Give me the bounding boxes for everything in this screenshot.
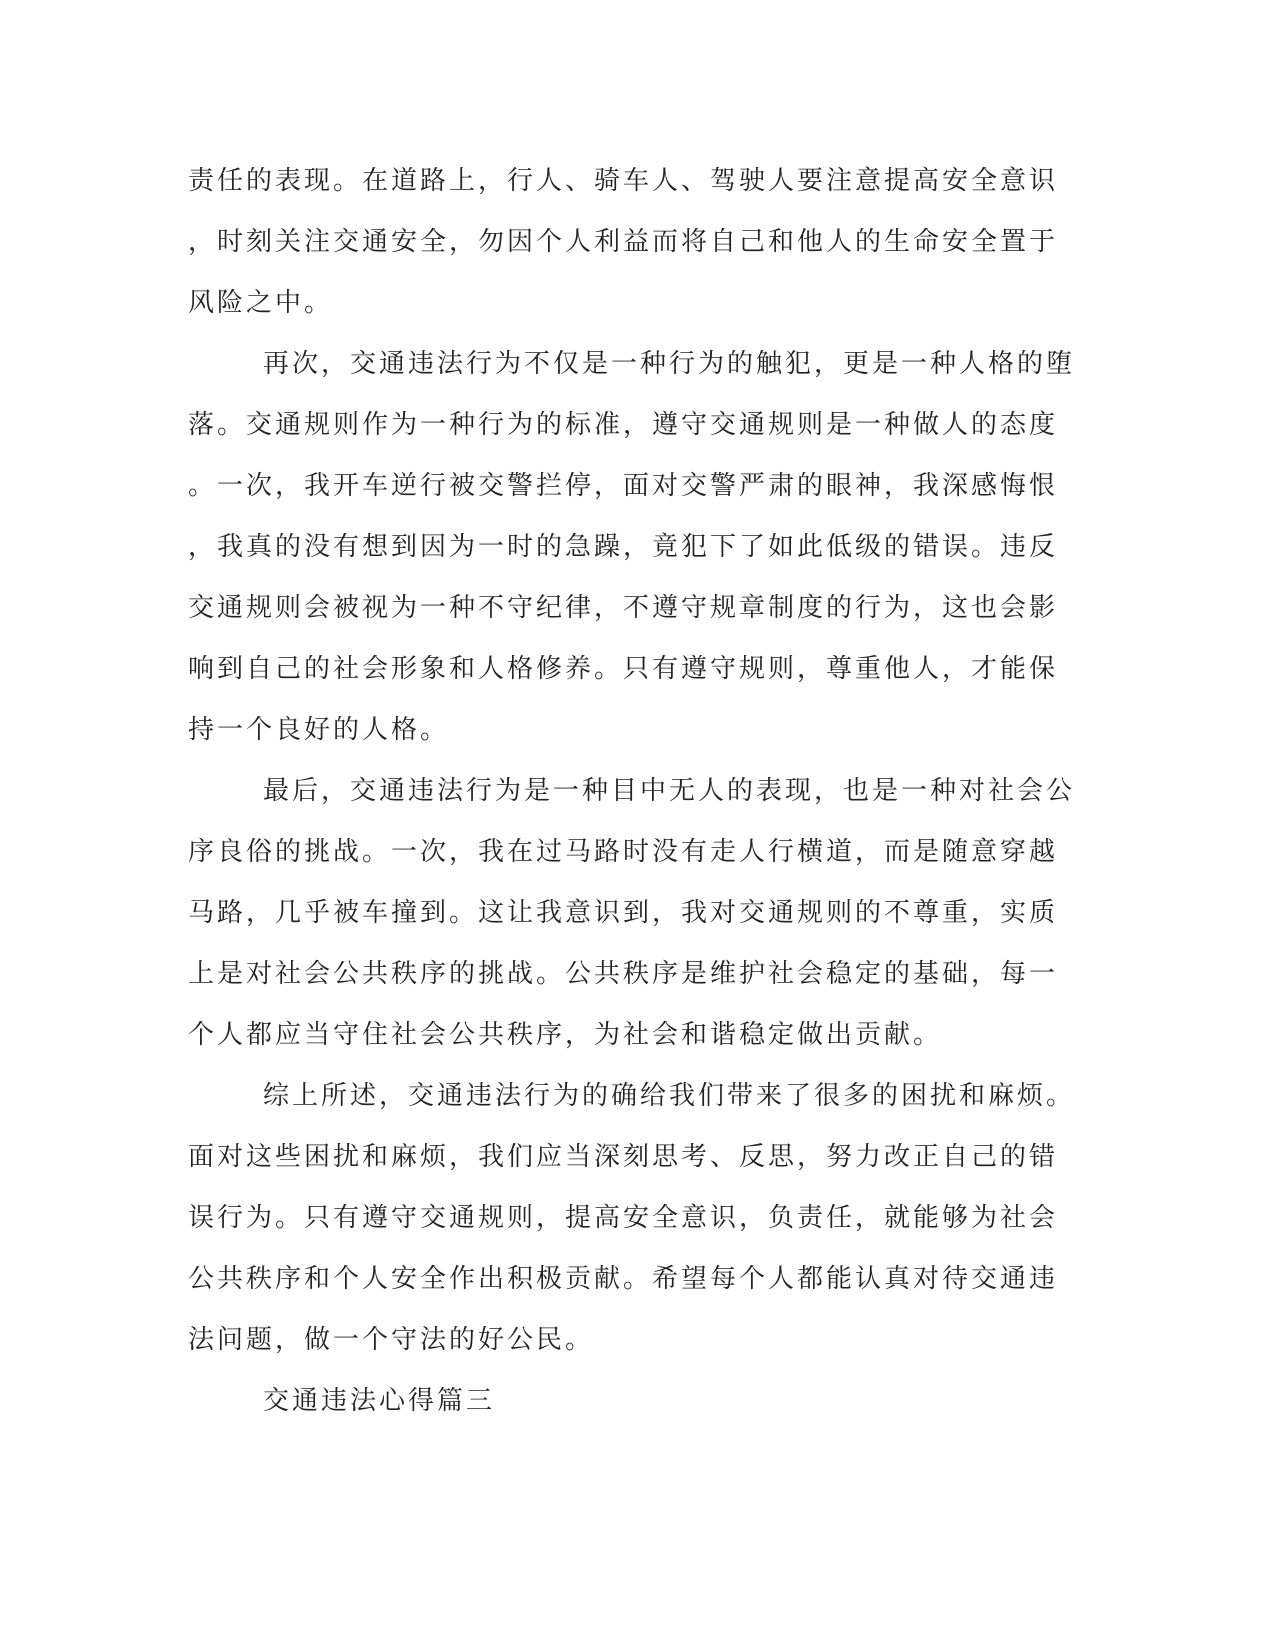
paragraph-line: 。一次，我开车逆行被交警拦停，面对交警严肃的眼神，我深感悔恨 bbox=[188, 471, 1059, 501]
paragraph-line: 序良俗的挑战。一次，我在过马路时没有走人行横道，而是随意穿越 bbox=[188, 837, 1059, 867]
paragraph-3 bbox=[188, 761, 1076, 1066]
paragraph-line: 面对这些困扰和麻烦，我们应当深刻思考、反思，努力改正自己的错 bbox=[188, 1142, 1059, 1172]
paragraph-2 bbox=[188, 334, 1076, 761]
paragraph-line: 再次，交通违法行为不仅是一种行为的触犯，更是一种人格的堕 bbox=[263, 349, 1076, 379]
paragraph-line: 个人都应当守住社会公共秩序，为社会和谐稳定做出贡献。 bbox=[188, 1020, 943, 1050]
paragraph-line: 法问题，做一个守法的好公民。 bbox=[188, 1325, 595, 1355]
paragraph-line: 责任的表现。在道路上，行人、骑车人、驾驶人要注意提高安全意识 bbox=[188, 166, 1059, 196]
paragraph-line: 误行为。只有遵守交通规则，提高安全意识，负责任，就能够为社会 bbox=[188, 1203, 1059, 1233]
paragraph-line: ，时刻关注交通安全，勿因个人利益而将自己和他人的生命安全置于 bbox=[188, 227, 1059, 257]
paragraph-line: 马路，几乎被车撞到。这让我意识到，我对交通规则的不尊重，实质 bbox=[188, 898, 1059, 928]
paragraph-line: 最后，交通违法行为是一种目中无人的表现，也是一种对社会公 bbox=[263, 776, 1076, 806]
paragraph-line: 上是对社会公共秩序的挑战。公共秩序是维护社会稳定的基础，每一 bbox=[188, 959, 1059, 989]
paragraph-line: 持一个良好的人格。 bbox=[188, 715, 450, 745]
document-body bbox=[188, 151, 1076, 1432]
paragraph-line: 落。交通规则作为一种行为的标准，遵守交通规则是一种做人的态度 bbox=[188, 410, 1059, 440]
section-heading: 交通违法心得篇三 bbox=[263, 1386, 496, 1416]
paragraph-line: 响到自己的社会形象和人格修养。只有遵守规则，尊重他人，才能保 bbox=[188, 654, 1059, 684]
paragraph-line: 风险之中。 bbox=[188, 288, 334, 318]
paragraph-line: 综上所述，交通违法行为的确给我们带来了很多的困扰和麻烦。 bbox=[263, 1081, 1076, 1111]
paragraph-line: 交通规则会被视为一种不守纪律，不遵守规章制度的行为，这也会影 bbox=[188, 593, 1059, 623]
paragraph-1 bbox=[188, 151, 1068, 334]
paragraph-line: ，我真的没有想到因为一时的急躁，竟犯下了如此低级的错误。违反 bbox=[188, 532, 1059, 562]
paragraph-line: 公共秩序和个人安全作出积极贡献。希望每个人都能认真对待交通违 bbox=[188, 1264, 1059, 1294]
paragraph-4 bbox=[188, 1066, 1076, 1371]
